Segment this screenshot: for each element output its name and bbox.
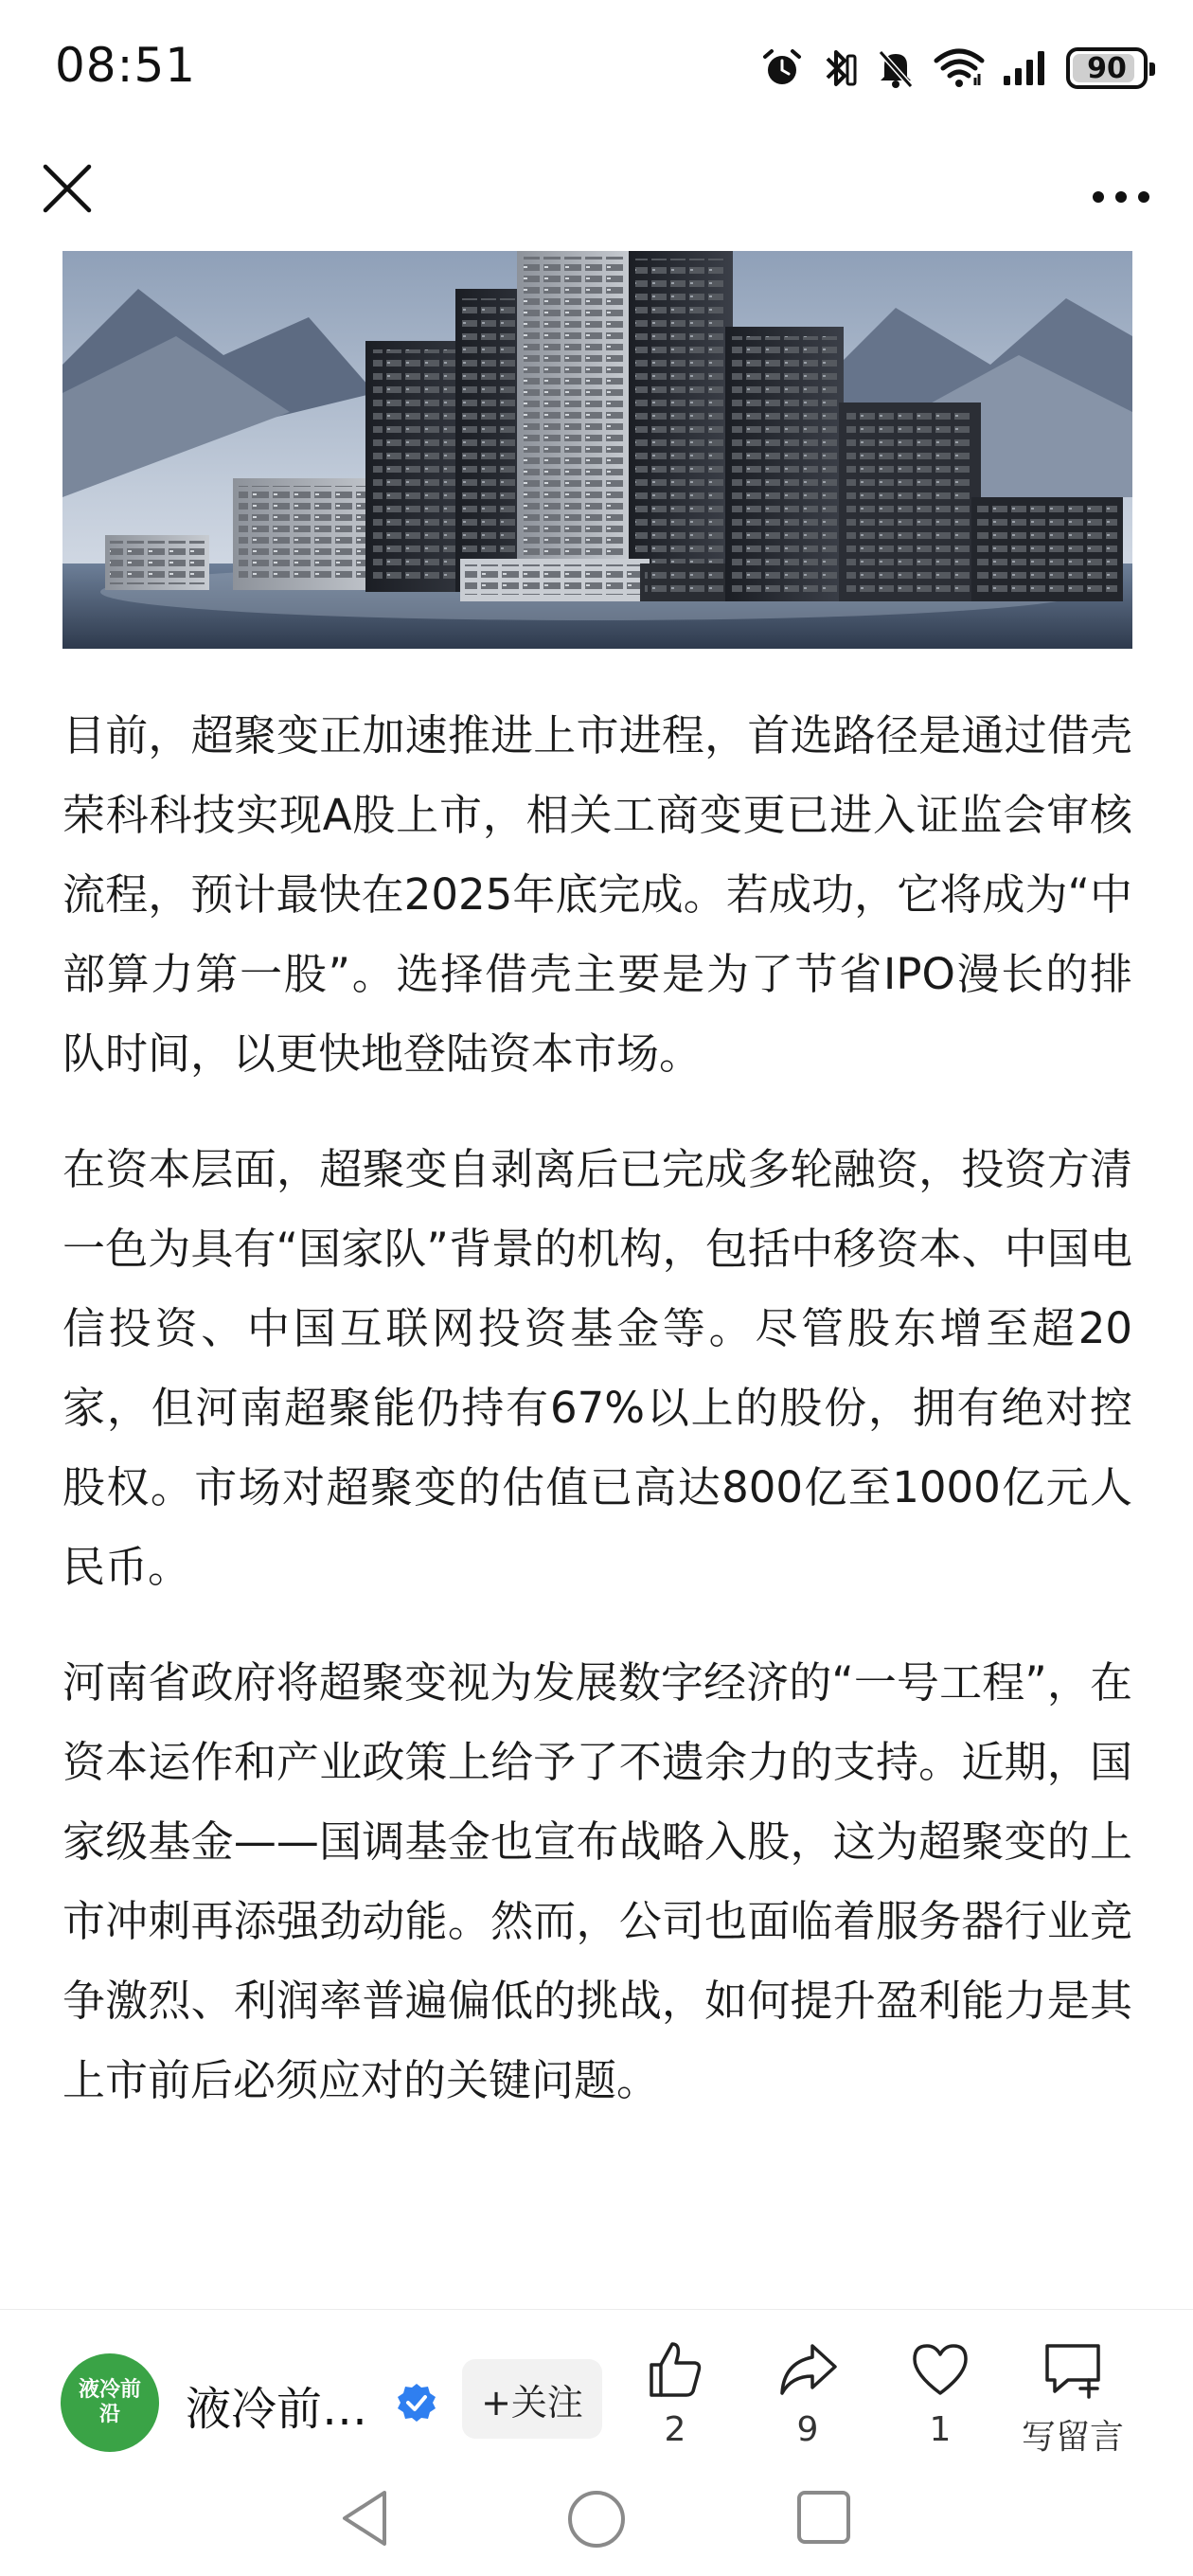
recents-icon[interactable] <box>795 2489 852 2546</box>
hero-image <box>62 251 1132 649</box>
home-icon[interactable] <box>566 2489 627 2549</box>
like-count: 2 <box>664 2410 686 2449</box>
back-icon[interactable] <box>337 2487 394 2549</box>
battery-text: 90 <box>1087 51 1127 85</box>
mute-icon <box>875 46 917 90</box>
comment-button[interactable] <box>1011 2338 1134 2459</box>
comment-icon <box>1040 2338 1106 2401</box>
more-button[interactable] <box>1083 155 1159 222</box>
alarm-icon <box>761 47 803 89</box>
avatar-text: 液冷前沿 <box>78 2378 141 2426</box>
article-paragraph-1: 目前，超聚变正加速推进上市进程，首选路径是通过借壳荣科科技实现A股上市，相关工商变更已进入证监会审核流程，预计最快在2025年底完成。若成功，它将成为“中部算力第一股”。选择借壳主要是为了节省IPO漫长的排队时间，以更快地登陆资本市场。 <box>62 710 1132 1079</box>
status-bar <box>0 0 1193 142</box>
verified-icon <box>396 2382 437 2424</box>
comment-label: 写留言 <box>1021 2418 1124 2457</box>
favorite-button[interactable] <box>879 2338 1002 2449</box>
more-icon <box>1083 155 1159 222</box>
close-button[interactable] <box>34 155 100 222</box>
article-body <box>62 696 1132 2156</box>
server-racks-image <box>62 251 1132 649</box>
battery-icon <box>1066 47 1148 89</box>
thumbs-up-icon <box>644 2338 706 2401</box>
author-avatar[interactable] <box>61 2353 159 2452</box>
like-button[interactable] <box>614 2338 737 2449</box>
action-bar <box>0 2309 1193 2464</box>
share-button[interactable] <box>746 2338 869 2449</box>
signal-icon <box>1002 49 1049 87</box>
close-icon <box>34 155 100 222</box>
share-icon <box>776 2338 839 2401</box>
wifi-icon <box>934 47 985 89</box>
heart-icon <box>909 2338 971 2401</box>
bluetooth-icon <box>820 46 858 90</box>
article-paragraph-3: 河南省政府将超聚变视为发展数字经济的“一号工程”，在资本运作和产业政策上给予了不遗余力的支持。近期，国家级基金——国调基金也宣布战略入股，这为超聚变的上市冲刺再添强劲动能。然而，公司也面临着服务器行业竞争激烈、利润率普遍偏低的挑战，如何提升盈利能力是其上市前后必须应对的关键问题。 <box>62 1657 1132 2105</box>
status-icons <box>761 42 1148 95</box>
nav-bar <box>0 2466 1193 2576</box>
article-paragraph-2: 在资本层面，超聚变自剥离后已完成多轮融资，投资方清一色为具有“国家队”背景的机构，包括中移资本、中国电信投资、中国互联网投资基金等。尽管股东增至超20家，但河南超聚能仍持有67%以上的股份，拥有绝对控股权。市场对超聚变的估值已高达800亿至1000亿元人民币。 <box>62 1144 1132 1592</box>
favorite-count: 1 <box>929 2410 952 2449</box>
status-time: 08:51 <box>55 38 197 93</box>
top-bar <box>0 142 1193 246</box>
share-count: 9 <box>796 2410 819 2449</box>
follow-button[interactable]: +关注 <box>462 2359 602 2439</box>
author-name[interactable]: 液冷前… <box>186 2383 368 2436</box>
